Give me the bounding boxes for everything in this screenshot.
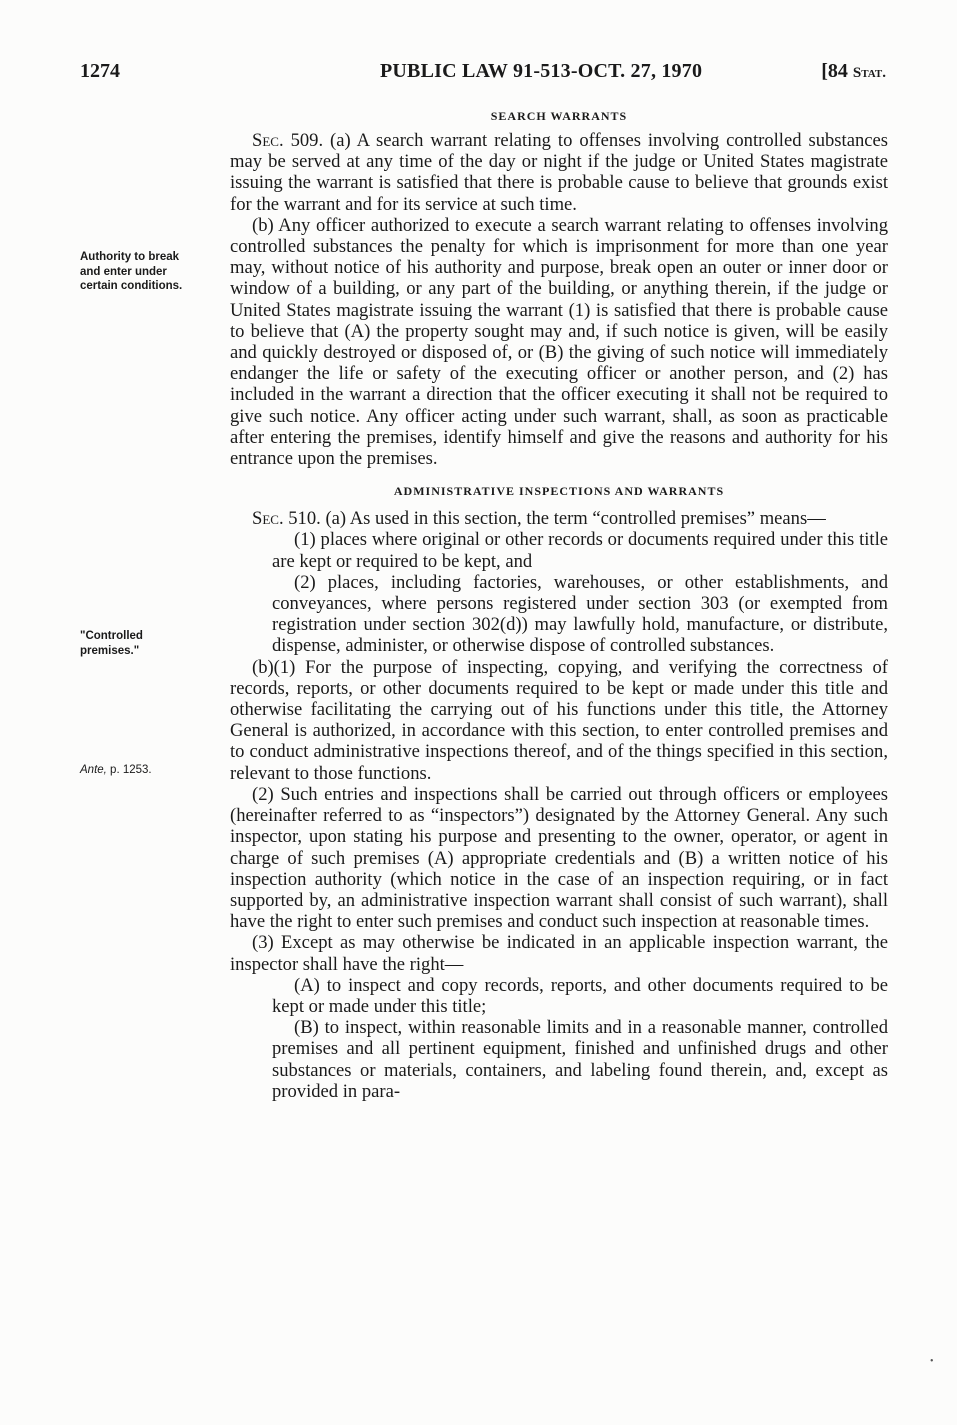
statute-reference xyxy=(821,60,886,83)
main-text xyxy=(230,106,888,1102)
scan-mark: • xyxy=(930,1356,934,1367)
margin-note-ante xyxy=(80,763,200,778)
sec-510-a-1: (1) places where original or other records or documents required under this title are kept or required to be kept, and xyxy=(272,529,888,572)
sec-509-a-text: 509. (a) A search warrant relating to offenses involving controlled substances may be served at any time of the day or night if the judge or United States magistrate issuing the warrant is satisfied that there is probable cause to believe that grounds exist for the warrant and for its service at such time. xyxy=(230,130,888,215)
sec-510-a-text: 510. (a) As used in this section, the term “controlled premises” means— xyxy=(283,508,826,530)
sec-509-b: (b) Any officer authorized to execute a search warrant relating to offenses involving controlled substances the penalty for which is imprisonment for more than one year may, without notice of his authority and purpose, break open an outer or inner door or window of a building, or any part of the building, or anything therein, if the judge or United States magistrate issuing the warrant (1) is satisfied that there is probable cause to believe that (A) the property sought may and, if such notice is given, will be easily and quickly destroyed or disposed of, or (B) the giving of such notice will immediately endanger the life or safety of the executing officer or another person, and (2) has included in the warrant a direction that the officer executing it shall not be required to give such notice. Any officer acting under such warrant, shall, as soon as practicable after entering the premises, identify himself and give the reasons and authority for his entrance upon the premises. xyxy=(230,214,888,470)
margin-note-ante-italic: Ante, xyxy=(80,764,107,776)
sec-510-b-3-B: (B) to inspect, within reasonable limits and in a reasonable manner, controlled premises and all pertinent equipment, finished and unfinished drugs and other substances or materials, containers, and labeling found therein, and, except as provided in para- xyxy=(272,1017,888,1102)
running-title: PUBLIC LAW 91-513-OCT. 27, 1970 xyxy=(380,60,703,82)
heading-search-warrants: SEARCH WARRANTS xyxy=(490,109,628,123)
sec-510-b-1: (b)(1) For the purpose of inspecting, copying, and verifying the correctness of records, reports, or other documents required to be kept or made under this title and otherwise facilitating the carrying out of his functions under this title, the Attorney General is authorized, in accordance with this section, to enter controlled premises and to conduct administrative inspections thereof, and of the things specified in this section, relevant to those functions. xyxy=(230,656,888,784)
heading-administrative-inspections: ADMINISTRATIVE INSPECTIONS AND WARRANTS xyxy=(393,484,725,499)
margin-note-authority: Authority to break and enter under certain conditions. xyxy=(80,251,183,292)
sec-510-a-2: (2) places, including factories, warehouses, or other establishments, and conveyances, where persons registered under section 303 (or exempted from registration under section 302(d)) may lawfully hold, manufacture, or distribute, dispense, administer, or otherwise dispose of controlled substances. xyxy=(272,571,888,657)
statute-word: Stat. xyxy=(852,65,886,81)
sec-510-a xyxy=(230,508,888,529)
sec-510-b-3-A: (A) to inspect and copy records, reports, and other documents required to be kept or made under this title; xyxy=(272,974,888,1017)
sec-510-b-2: (2) Such entries and inspections shall be carried out through officers or employees (hereinafter referred to as “inspectors”) designated by the Attorney General. Any such inspector, upon stating his purpose and presenting to the owner, operator, or agent in charge of such premises (A) appropriate credentials and (B) a written notice of his inspection authority (which notice in the case of an inspection requiring, or in fact supported by, an administrative inspection warrant shall consist of such warrant), shall have the right to enter such premises and conduct such inspection at reasonable times. xyxy=(230,783,888,933)
sec-509-a xyxy=(230,130,888,215)
sec-510-label: Sec. xyxy=(252,508,284,530)
margin-note-ante-page: p. 1253. xyxy=(106,764,152,776)
page-number: 1274 xyxy=(80,60,120,82)
sec-510-b-3: (3) Except as may otherwise be indicated in an applicable inspection warrant, the inspector shall have the right— xyxy=(230,932,888,975)
margin-note-controlled-premises: "Controlled premises." xyxy=(80,630,143,657)
page-header xyxy=(80,60,886,88)
statute-prefix: [84 xyxy=(821,60,853,82)
sec-509-label: Sec. xyxy=(252,130,284,151)
